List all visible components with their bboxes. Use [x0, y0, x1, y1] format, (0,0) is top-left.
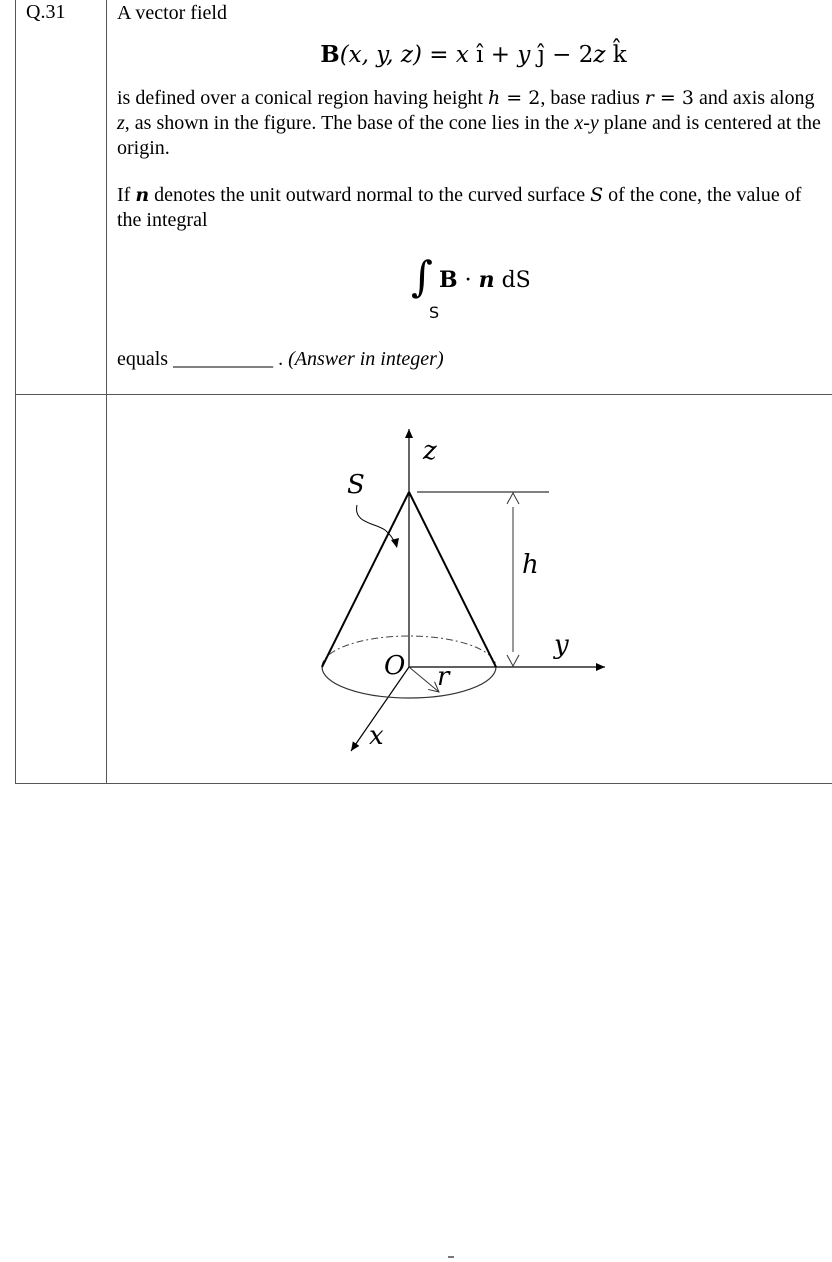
page-mark — [448, 1256, 454, 1258]
normal-description: If n denotes the unit outward normal to the curved surface S of the cone, the value of the integral — [117, 184, 802, 231]
label-z: z — [423, 436, 437, 466]
question-number: Q.31 — [16, 0, 107, 395]
cone-edge-left — [322, 492, 409, 667]
question-table — [15, 0, 832, 784]
empty-number-cell — [16, 395, 107, 784]
question-intro: A vector field — [117, 2, 227, 24]
height-arrow-bottom — [507, 655, 519, 666]
surface-integral — [117, 233, 830, 348]
surface-pointer-head — [391, 538, 399, 548]
answer-line: equals __________ . (Answer in integer) — [117, 348, 444, 370]
surface-pointer — [357, 505, 396, 545]
label-r: r — [437, 662, 450, 692]
cone-edge-right — [409, 492, 496, 667]
integrand: B · n dS — [439, 267, 531, 293]
integral-subscript: S — [429, 303, 440, 322]
radius-line — [409, 667, 439, 692]
label-y: y — [554, 630, 569, 660]
cone-description: is defined over a conical region having height h = 2, base radius r = 3 and axis along z, as shown in the figure. The base of the cone lies in the x-y plane and is centered at the origin. — [117, 87, 821, 159]
question-text-cell — [107, 0, 832, 395]
vector-field-equation: B(x, y, z) = x î + y ĵ − 2z k̂ — [320, 41, 627, 68]
cone-base-front — [322, 667, 496, 698]
label-o: O — [384, 651, 406, 681]
figure-cell — [107, 395, 832, 784]
integral-sign: ∫ — [411, 252, 433, 301]
cone-figure — [107, 395, 829, 783]
label-x: x — [369, 721, 384, 751]
height-arrow-top — [507, 493, 519, 504]
label-s: S — [347, 470, 365, 500]
label-h: h — [522, 550, 539, 580]
